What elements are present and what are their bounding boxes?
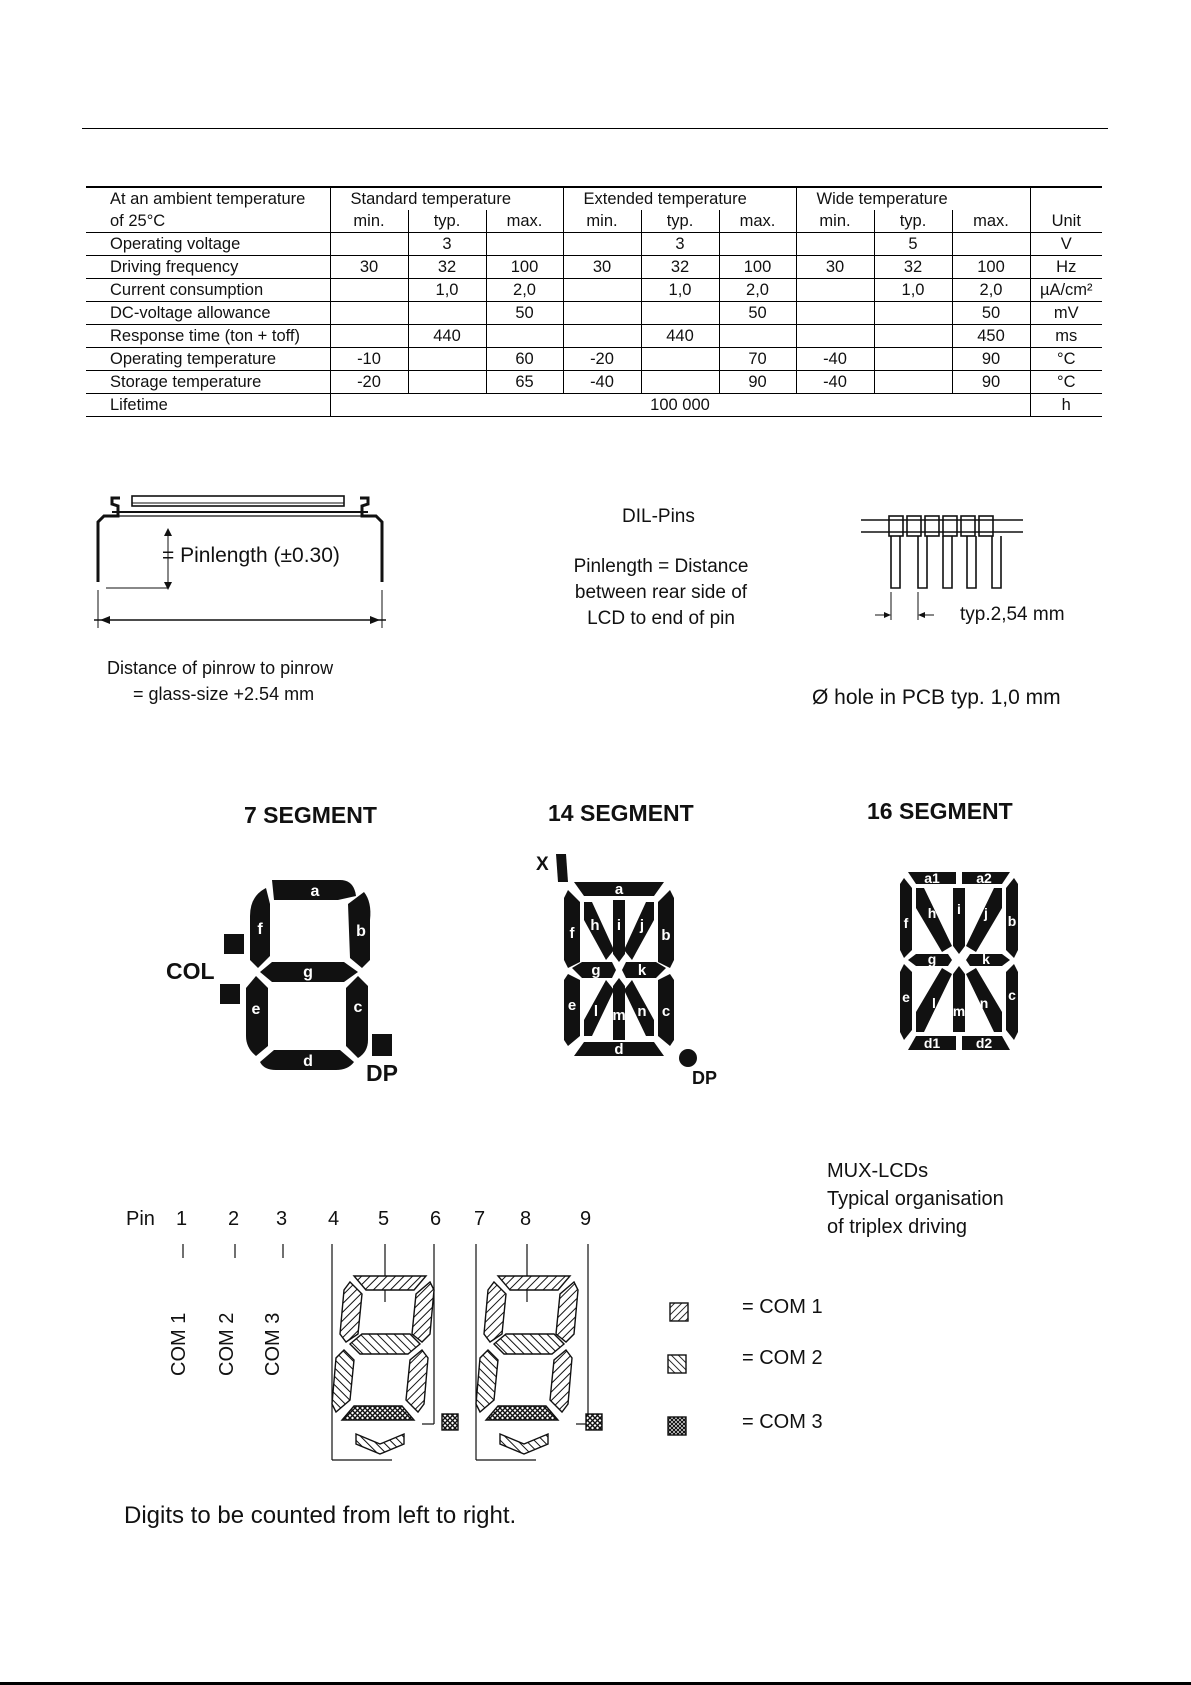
label-7-e: e: [251, 1001, 261, 1018]
spec-cell: 90: [952, 371, 1030, 394]
sixteen-segment-title: 16 SEGMENT: [867, 798, 1013, 824]
spec-row: [86, 371, 1102, 394]
legend-com2: = COM 2: [742, 1347, 823, 1369]
pin-number: 8: [520, 1208, 532, 1230]
spec-cell: 32: [641, 256, 719, 279]
dil-desc-1: Pinlength = Distance: [573, 556, 749, 577]
spec-row-label: Response time (ton + toff): [86, 325, 330, 348]
colon-top: [224, 934, 244, 954]
legend-com1: = COM 1: [742, 1296, 823, 1318]
label-14-d: d: [614, 1041, 624, 1058]
seg-16-i: [953, 888, 965, 954]
subhead: typ.: [874, 210, 952, 233]
dp-label-14: DP: [692, 1068, 718, 1088]
pin-label: Pin: [126, 1208, 155, 1230]
label-16-b: b: [1007, 913, 1017, 929]
spec-cell: [641, 302, 719, 325]
com-label-1: COM 1: [168, 1312, 190, 1376]
footer-note: Digits to be counted from left to right.: [124, 1502, 517, 1529]
label-14-m: m: [612, 1007, 626, 1024]
fourteen-segment-title: 14 SEGMENT: [548, 800, 694, 826]
dil-desc-2: between rear side of: [574, 582, 748, 603]
label-16-h: h: [927, 905, 937, 921]
unit-header: Unit: [1030, 210, 1102, 233]
spec-cell: 60: [486, 348, 563, 371]
spec-cell: 3: [641, 233, 719, 256]
spec-cell: 65: [486, 371, 563, 394]
spec-unit: °C: [1030, 348, 1102, 371]
label-14-c: c: [661, 1003, 671, 1020]
label-16-c: c: [1008, 987, 1016, 1003]
subhead: typ.: [408, 210, 486, 233]
spec-cell: [330, 279, 408, 302]
spec-unit: ms: [1030, 325, 1102, 348]
sixteen-segment-display: [896, 868, 1026, 1054]
spec-cell: 2,0: [952, 279, 1030, 302]
header-standard: Standard temperature: [330, 187, 563, 210]
spec-table: [86, 186, 1102, 417]
label-14-n: n: [637, 1003, 647, 1020]
spec-cell: 1,0: [408, 279, 486, 302]
spec-unit: mV: [1030, 302, 1102, 325]
label-16-d1: d1: [923, 1035, 941, 1051]
pin-number: 2: [228, 1208, 240, 1230]
subhead: min.: [796, 210, 874, 233]
spec-cell: -40: [796, 371, 874, 394]
spec-cell: [563, 325, 641, 348]
spec-row: [86, 233, 1102, 256]
seven-segment-display: [220, 876, 400, 1076]
label-16-d2: d2: [975, 1035, 993, 1051]
header-ambient: At an ambient temperature: [86, 187, 330, 210]
label-14-l: l: [593, 1003, 599, 1020]
spec-unit: µA/cm²: [1030, 279, 1102, 302]
mux-title-2: Typical organisation: [827, 1188, 1004, 1210]
label-7-c: c: [353, 999, 363, 1016]
label-16-l: l: [932, 995, 936, 1011]
spec-cell: 30: [796, 256, 874, 279]
spec-row-label: Driving frequency: [86, 256, 330, 279]
spec-cell: [874, 371, 952, 394]
spec-cell: 450: [952, 325, 1030, 348]
dil-desc-3: LCD to end of pin: [587, 608, 735, 629]
label-7-a: a: [310, 883, 320, 900]
pin-number: 9: [580, 1208, 592, 1230]
spec-cell: 70: [719, 348, 796, 371]
com-legend-icons: [664, 1292, 694, 1442]
spec-row: [86, 348, 1102, 371]
label-16-a2: a2: [976, 870, 992, 886]
spec-row-label: Storage temperature: [86, 371, 330, 394]
spec-cell: 50: [486, 302, 563, 325]
spec-cell: 90: [719, 371, 796, 394]
label-16-a1: a1: [924, 870, 940, 886]
label-14-b: b: [661, 927, 671, 944]
spec-row-lifetime: [86, 394, 1102, 417]
label-16-e: e: [902, 989, 910, 1005]
spec-cell: 32: [874, 256, 952, 279]
label-14-g: g: [591, 962, 601, 979]
label-7-b: b: [356, 923, 366, 940]
subhead: max.: [719, 210, 796, 233]
label-14-h: h: [590, 917, 600, 934]
pin-number: 3: [276, 1208, 288, 1230]
spec-cell: 32: [408, 256, 486, 279]
spec-cell: 50: [719, 302, 796, 325]
label-16-f: f: [903, 915, 909, 931]
spec-cell: 1,0: [874, 279, 952, 302]
spec-row: [86, 279, 1102, 302]
com1-swatch: [670, 1303, 688, 1321]
seg-7-c: [346, 976, 368, 1058]
spec-cell: -20: [330, 371, 408, 394]
spec-row-label: DC-voltage allowance: [86, 302, 330, 325]
label-7-d: d: [303, 1053, 313, 1070]
spec-cell: [408, 371, 486, 394]
spec-cell: [330, 302, 408, 325]
colon-bottom: [220, 984, 240, 1004]
spec-cell: [719, 325, 796, 348]
spec-cell: 100: [719, 256, 796, 279]
spec-cell: [796, 302, 874, 325]
pinlength-label: = Pinlength (±0.30): [162, 544, 340, 567]
pin-number: 7: [474, 1208, 486, 1230]
pin-number: 5: [378, 1208, 390, 1230]
spec-cell: -40: [796, 348, 874, 371]
pitch-label: typ.2,54 mm: [960, 604, 1065, 625]
header-ambient-temp: of 25°C: [110, 212, 166, 230]
spec-cell: [641, 371, 719, 394]
lifetime-label: Lifetime: [86, 394, 330, 417]
spec-cell: -10: [330, 348, 408, 371]
spec-cell: 30: [330, 256, 408, 279]
com-label-2: COM 2: [216, 1312, 238, 1376]
mux-diagram: [170, 1238, 640, 1478]
dp-label-7: DP: [366, 1060, 398, 1086]
spec-cell: [330, 325, 408, 348]
spec-unit: Hz: [1030, 256, 1102, 279]
x-label: X: [536, 854, 549, 875]
label-7-f: f: [257, 921, 263, 938]
label-16-g: g: [927, 951, 937, 967]
spec-cell: [563, 233, 641, 256]
spec-cell: [563, 302, 641, 325]
spec-cell: -40: [563, 371, 641, 394]
pin-number: 6: [430, 1208, 442, 1230]
subhead: max.: [486, 210, 563, 233]
spec-unit: V: [1030, 233, 1102, 256]
subhead: typ.: [641, 210, 719, 233]
top-rule: [82, 128, 1108, 129]
label-16-m: m: [952, 1003, 966, 1019]
header-wide: Wide temperature: [796, 187, 1030, 210]
pinrow-text-2: = glass-size +2.54 mm: [133, 684, 315, 704]
spec-cell: 90: [952, 348, 1030, 371]
spec-cell: 100: [952, 256, 1030, 279]
spec-cell: [408, 348, 486, 371]
subhead: min.: [330, 210, 408, 233]
mux-title-1: MUX-LCDs: [827, 1160, 929, 1182]
header-extended: Extended temperature: [563, 187, 796, 210]
label-14-a: a: [614, 881, 624, 898]
spec-row-label: Current consumption: [86, 279, 330, 302]
spec-cell: [563, 279, 641, 302]
spec-row-label: Operating voltage: [86, 233, 330, 256]
com2-swatch: [668, 1355, 686, 1373]
spec-row: [86, 256, 1102, 279]
spec-cell: 50: [952, 302, 1030, 325]
legend-com3: = COM 3: [742, 1411, 823, 1433]
label-16-j: j: [984, 905, 988, 921]
label-14-e: e: [567, 997, 577, 1014]
spec-cell: [874, 302, 952, 325]
com-label-3: COM 3: [262, 1312, 284, 1376]
spec-cell: [486, 233, 563, 256]
spec-cell: [408, 302, 486, 325]
lifetime-unit: h: [1030, 394, 1102, 417]
label-14-i: i: [616, 917, 622, 934]
label-14-k: k: [637, 962, 647, 979]
label-16-n: n: [979, 995, 989, 1011]
lifetime-value: 100 000: [330, 394, 1030, 417]
subhead: max.: [952, 210, 1030, 233]
pin-number: 4: [328, 1208, 340, 1230]
spec-cell: [719, 233, 796, 256]
fourteen-segment-display: [530, 850, 710, 1070]
subhead: min.: [563, 210, 641, 233]
spec-cell: 30: [563, 256, 641, 279]
pinrow-text-1: Distance of pinrow to pinrow: [107, 658, 334, 678]
spec-cell: -20: [563, 348, 641, 371]
spec-unit: °C: [1030, 371, 1102, 394]
mux-title-3: of triplex driving: [827, 1216, 968, 1238]
spec-cell: [874, 348, 952, 371]
label-16-i: i: [957, 901, 961, 917]
spec-cell: 5: [874, 233, 952, 256]
spec-cell: 440: [641, 325, 719, 348]
spec-cell: [796, 279, 874, 302]
seg-16-m: [953, 966, 965, 1032]
label-16-k: k: [982, 951, 990, 967]
spec-cell: [952, 233, 1030, 256]
seven-segment-title: 7 SEGMENT: [244, 802, 377, 828]
label-14-j: j: [639, 917, 645, 934]
dp-dot-14: [679, 1049, 697, 1067]
seg-14-l: [584, 980, 614, 1036]
spec-cell: [486, 325, 563, 348]
spec-row-label: Operating temperature: [86, 348, 330, 371]
spec-cell: [641, 348, 719, 371]
col-label: COL: [166, 958, 215, 984]
dp-square: [372, 1034, 392, 1056]
spec-cell: [330, 233, 408, 256]
spec-row: [86, 302, 1102, 325]
spec-cell: 2,0: [719, 279, 796, 302]
x-marker: [556, 854, 568, 882]
spec-cell: 3: [408, 233, 486, 256]
spec-cell: 100: [486, 256, 563, 279]
spec-cell: [796, 325, 874, 348]
dil-title: DIL-Pins: [622, 506, 695, 527]
label-7-g: g: [303, 964, 313, 981]
spec-cell: 2,0: [486, 279, 563, 302]
spec-cell: 440: [408, 325, 486, 348]
spec-row: [86, 325, 1102, 348]
label-14-f: f: [569, 925, 575, 942]
spec-cell: [796, 233, 874, 256]
hole-label: Ø hole in PCB typ. 1,0 mm: [812, 686, 1061, 709]
spec-cell: 1,0: [641, 279, 719, 302]
com3-swatch: [668, 1417, 686, 1435]
pin-number: 1: [176, 1208, 188, 1230]
spec-cell: [874, 325, 952, 348]
